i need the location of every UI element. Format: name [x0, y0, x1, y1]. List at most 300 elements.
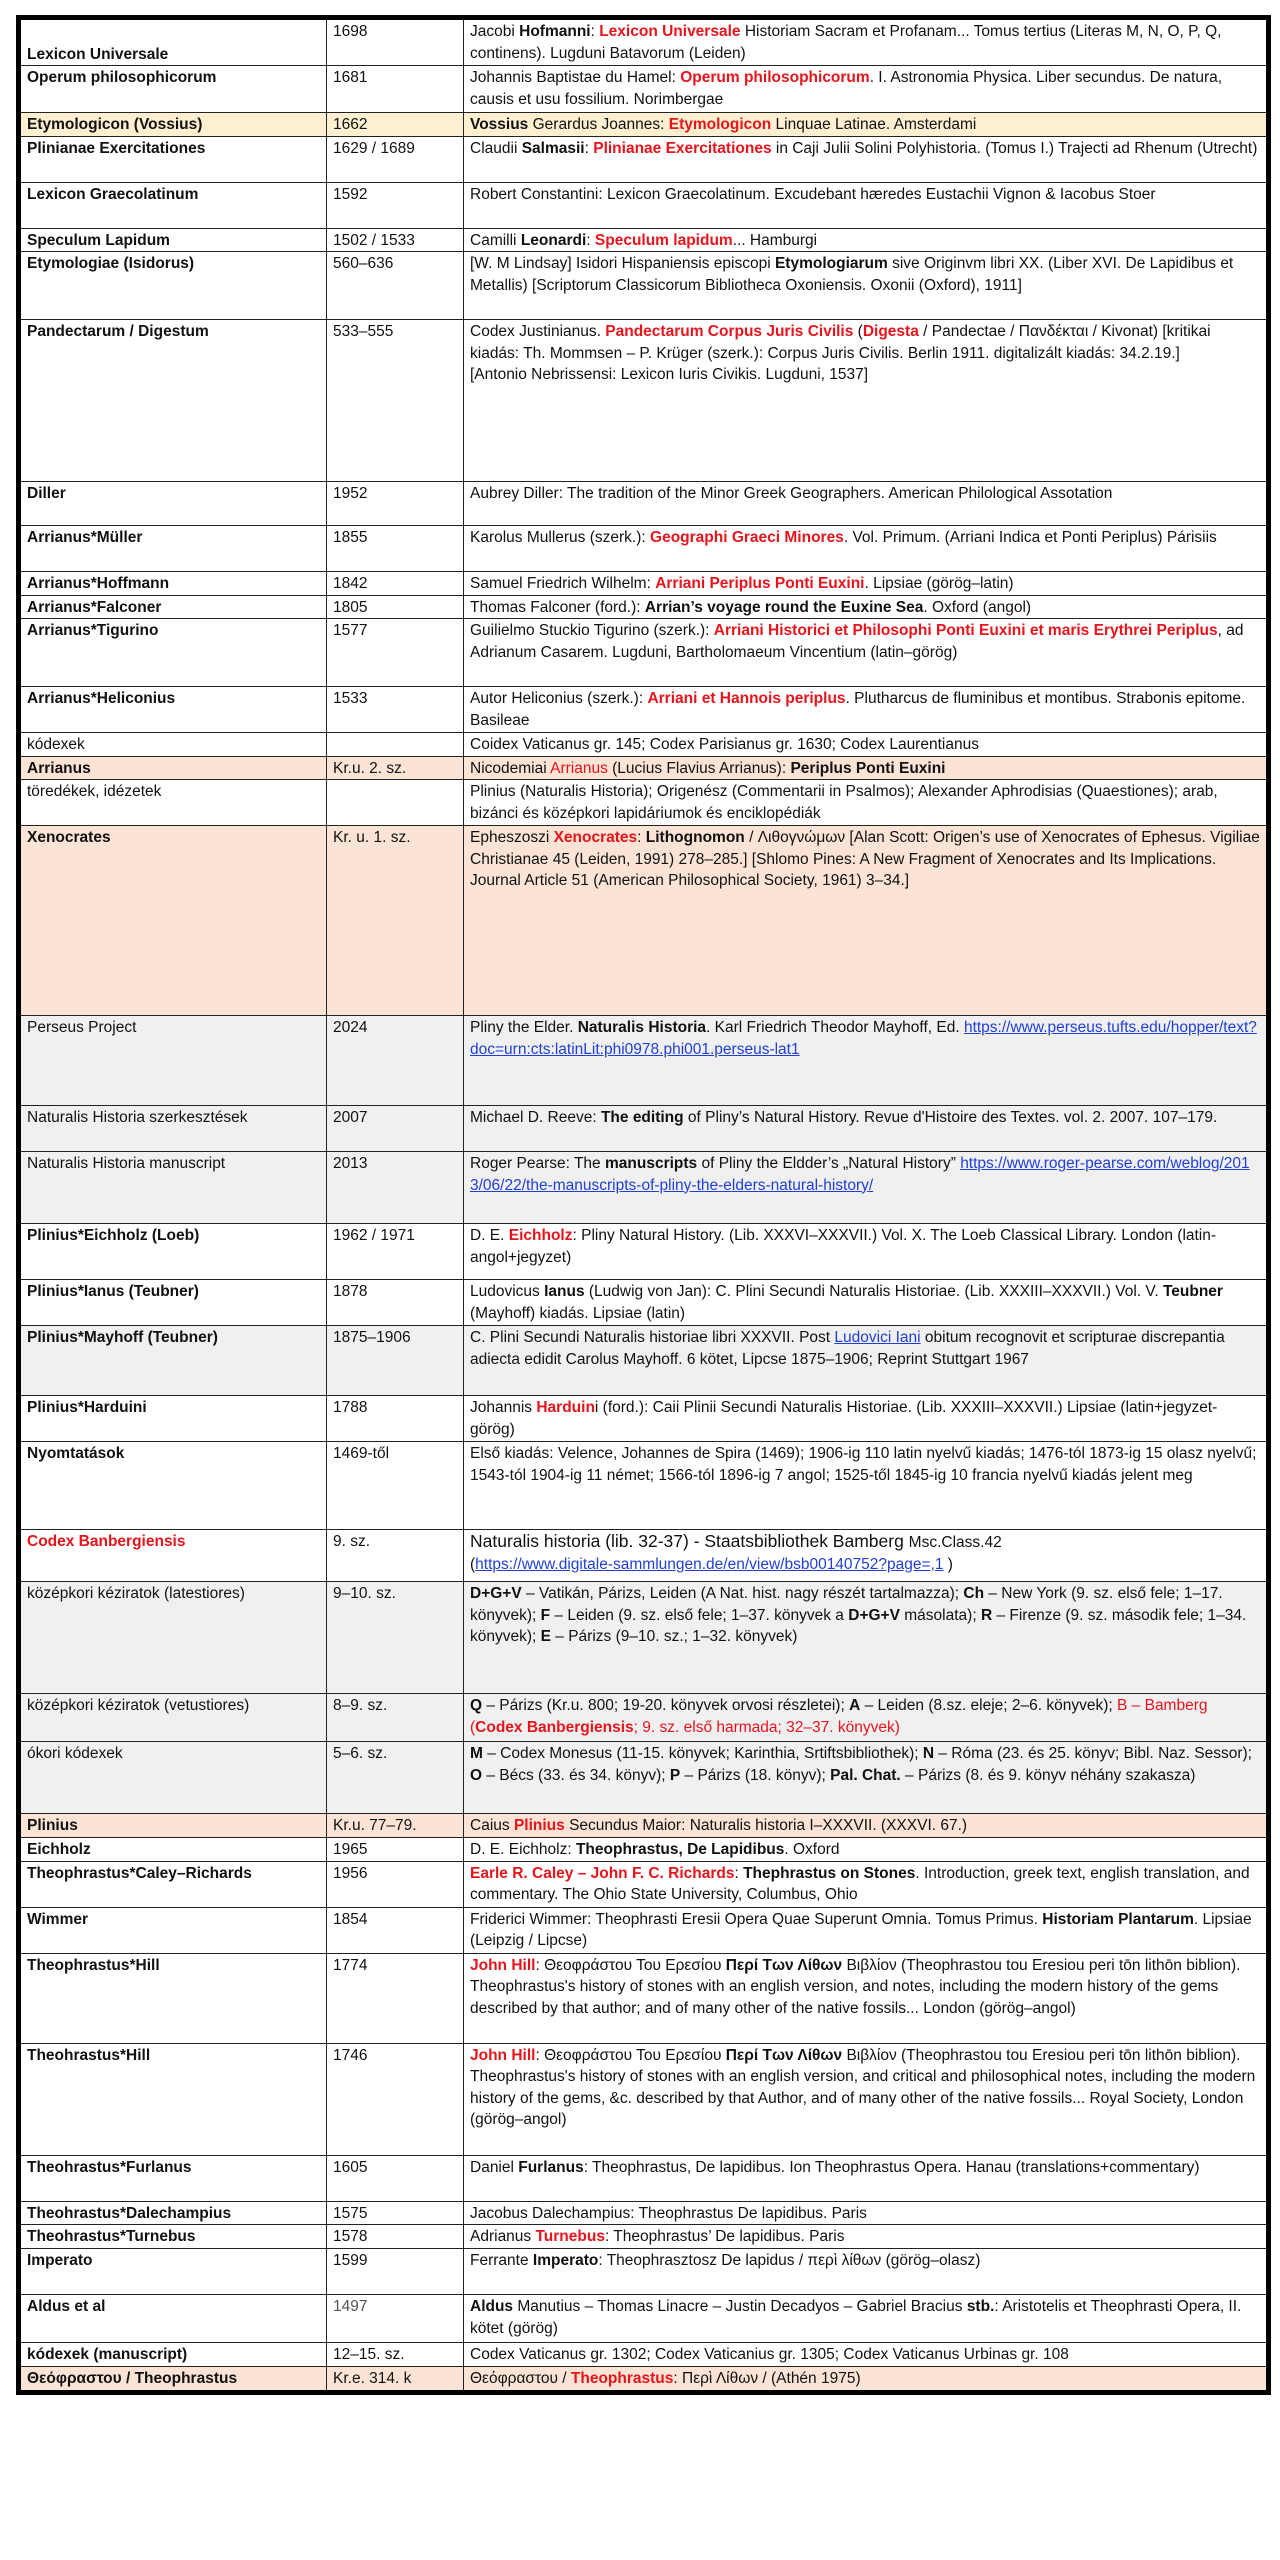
bold-text: Περί Των Λίθων — [725, 2046, 843, 2064]
bold-text: Periplus Ponti Euxini — [790, 759, 946, 777]
entry-title: ókori kódexek — [19, 1742, 327, 1814]
entry-date: Kr.e. 314. k — [327, 2367, 464, 2393]
text-segment: obitum recognovit et scripturae discrepantia adiecta edidit Carolus Mayhoff. 6 kötet, Lipcse 1875–1906; Reprint Stuttgart 1967 — [470, 1329, 1225, 1368]
highlighted-text: Pandectarum Corpus Juris Civilis — [605, 323, 854, 340]
reference-link[interactable]: https://www.perseus.tufts.edu/hopper/text?doc=urn:cts:latinLit:phi0978.phi001.perseus-lat1 — [470, 1019, 1257, 1058]
entry-title: Etymologiae (Isidorus) — [19, 252, 327, 320]
entry-date: 1875–1906 — [327, 1326, 464, 1396]
entry-date: 1502 / 1533 — [327, 228, 464, 252]
entry-date: 1497 — [327, 2295, 464, 2343]
bold-text: Naturalis Historia — [577, 1019, 707, 1036]
bold-text: N — [922, 1745, 935, 1762]
entry-title: Plinius — [19, 1814, 327, 1838]
bold-text: Aldus — [470, 2298, 514, 2315]
highlighted-text: B – Bamberg ( — [470, 1697, 1208, 1736]
table-row-kozepkori-keziratok-vetustiores — [19, 1694, 1269, 1742]
entry-description — [464, 2295, 1269, 2343]
entry-title: Plinius*Ianus (Teubner) — [19, 1280, 327, 1326]
highlighted-text: John Hill — [470, 1956, 536, 1974]
entry-description — [464, 2155, 1269, 2201]
highlighted-text: Arriani Periplus Ponti Euxini — [655, 575, 865, 592]
text-segment: . Introduction, greek text, english translation, and commentary. The Ohio State University, Columbus, Ohio — [470, 1864, 1250, 1903]
entry-title: Speculum Lapidum — [19, 228, 327, 252]
entry-date: 1842 — [327, 572, 464, 596]
highlighted-text: John Hill — [470, 2046, 536, 2064]
text-segment: – Vatikán, Párizs, Leiden (A Nat. hist. nagy részét tartalmazza); — [521, 1585, 964, 1602]
bold-text: Furlanus — [518, 2158, 584, 2176]
entry-date: 1878 — [327, 1280, 464, 1326]
text-segment: Aubrey Diller: The tradition of the Minor Greek Geographers. American Philological Assotation — [470, 485, 1113, 502]
entry-title: Arrianus — [19, 756, 327, 780]
entry-title: Theohrastus*Turnebus — [19, 2225, 327, 2249]
entry-date: 8–9. sz. — [327, 1694, 464, 1742]
entry-description — [464, 228, 1269, 252]
entry-title: Plinianae Exercitationes — [19, 136, 327, 182]
entry-date: 1854 — [327, 1907, 464, 1953]
text-segment: – Párizs (8. és 9. könyv néhány szakasza) — [900, 1766, 1196, 1784]
entry-title: Xenocrates — [19, 826, 327, 1016]
table-row-toredekek-idezetek — [19, 780, 1269, 826]
text-segment: Ferrante — [470, 2252, 533, 2269]
text-segment: Linquae Latinae. Amsterdami — [771, 116, 977, 133]
text-segment: – Bécs (33. és 34. könyv); — [482, 1766, 670, 1784]
entry-description — [464, 2367, 1269, 2393]
entry-title: Nyomtatások — [19, 1442, 327, 1530]
text-segment: . Oxford (angol) — [923, 598, 1032, 616]
bold-text: Lithognomon — [645, 829, 745, 846]
text-segment: Roger Pearse: The — [470, 1155, 605, 1172]
reference-link[interactable]: https://www.roger-pearse.com/weblog/2013/06/22/the-manuscripts-of-pliny-the-elders-natural-history/ — [470, 1155, 1250, 1194]
entry-date: 1578 — [327, 2225, 464, 2249]
text-segment: Adrianus — [470, 2228, 536, 2245]
entry-description — [464, 113, 1269, 137]
text-segment: Βιβλίον (Theophrastou tou Eresiou peri tōn lithōn biblion). Theophrastus's history of stones with an english version, and notes, including the modern history of the gems described by that author; and of many other of the native fossils... London (görög–angol) — [470, 1956, 1241, 2017]
text-segment: Michael D. Reeve: — [470, 1109, 601, 1126]
entry-date: 1629 / 1689 — [327, 136, 464, 182]
text-segment: : Θεοφράστου Του Ερεσίου — [535, 2046, 726, 2064]
entry-description — [464, 1838, 1269, 1862]
text-segment: . Vol. Primum. (Arriani Indica et Ponti Periplus) Párisiis — [843, 529, 1217, 546]
bold-text: Thephrastus on Stones — [743, 1864, 916, 1882]
table-row-kodexek-manuscript — [19, 2343, 1269, 2367]
entry-description — [464, 320, 1269, 482]
bold-text: manuscripts — [604, 1155, 698, 1172]
entry-date — [327, 733, 464, 757]
highlighted-text: Earle R. Caley – John F. C. Richards — [470, 1864, 735, 1882]
text-segment: Codex Justinianus. — [470, 323, 606, 340]
bold-text: Historiam Plantarum — [1042, 1910, 1194, 1928]
bibliography-table — [16, 15, 1271, 2395]
bold-text: M — [470, 1745, 483, 1762]
entry-title: Lexicon Universale — [19, 18, 327, 66]
bold-text: D+G+V — [470, 1585, 522, 1602]
bold-text: Etymologiarum — [774, 255, 888, 272]
text-segment: Gerardus Joannes: — [528, 116, 669, 133]
text-segment: Nicodemiai — [470, 759, 551, 777]
text-segment: . Oxford — [784, 1841, 840, 1858]
table-row-eichholz — [19, 1838, 1269, 1862]
entry-description — [464, 1280, 1269, 1326]
entry-date: 533–555 — [327, 320, 464, 482]
text-segment: Első kiadás: Velence, Johannes de Spira (1469); 1906-ig 110 latin nyelvű kiadás; 1476-tól 1873-ig 15 olasz nyelvű; 1543-tól 1904-ig 11 német; 1566-tól 1896-ig 7 angol; 1525-től 1845-ig 10 francia nyelvű kiadás jelent meg — [470, 1445, 1257, 1484]
entry-description — [464, 687, 1269, 733]
table-row-naturalis-historia-szerkesztesek — [19, 1106, 1269, 1152]
text-segment: ( — [470, 1555, 476, 1573]
reference-link[interactable]: https://www.digitale-sammlungen.de/en/view/bsb00140752?page=,1 — [475, 1555, 944, 1573]
table-row-okori-kodexek — [19, 1742, 1269, 1814]
entry-title: Naturalis Historia manuscript — [19, 1152, 327, 1224]
highlighted-text: Plinius — [513, 1817, 565, 1834]
text-segment: D. E. — [470, 1227, 509, 1244]
bold-text: A — [849, 1697, 861, 1714]
table-row-theophrastus — [19, 2367, 1269, 2393]
text-segment: Caius — [470, 1817, 514, 1834]
table-row-theohrastus-furlanus — [19, 2155, 1269, 2201]
table-row-diller — [19, 482, 1269, 526]
bold-text: Teubner — [1162, 1283, 1223, 1300]
text-segment: : Aristotelis et Theophrasti Opera, II. kötet (görög) — [470, 2298, 1242, 2337]
text-segment: Autor Heliconius (szerk.): — [470, 690, 648, 707]
entry-date: 1469-től — [327, 1442, 464, 1530]
entry-description — [464, 1907, 1269, 1953]
text-segment: of Pliny the Eldder’s „Natural History” — [697, 1155, 961, 1172]
entry-title: Arrianus*Hoffmann — [19, 572, 327, 596]
text-segment: – Párizs (9–10. sz.; 1–32. könyvek) — [550, 1628, 798, 1645]
entry-date: 1956 — [327, 1861, 464, 1907]
entry-title: Arrianus*Heliconius — [19, 687, 327, 733]
table-row-arrianus-heliconius — [19, 687, 1269, 733]
entry-title: középkori kéziratok (latestiores) — [19, 1582, 327, 1694]
entry-description — [464, 1224, 1269, 1280]
text-segment: : Theophrastus’ De lapidibus. Paris — [604, 2228, 845, 2245]
table-row-lexicon-universale — [19, 18, 1269, 66]
bold-text: stb. — [966, 2298, 995, 2315]
entry-title: Theohrastus*Dalechampius — [19, 2201, 327, 2225]
table-row-arrianus — [19, 756, 1269, 780]
highlighted-text: Harduin — [536, 1399, 595, 1416]
text-segment: Coidex Vaticanus gr. 145; Codex Parisianus gr. 1630; Codex Laurentianus — [470, 736, 979, 753]
entry-date: 12–15. sz. — [327, 2343, 464, 2367]
table-row-aldus-et-al — [19, 2295, 1269, 2343]
text-segment: Msc.Class.42 — [908, 1534, 1002, 1551]
text-segment: Thomas Falconer (ford.): — [470, 598, 645, 616]
table-row-theohrastus-hill — [19, 2043, 1269, 2155]
entry-date: 9. sz. — [327, 1530, 464, 1582]
text-segment: C. Plini Secundi Naturalis historiae libri XXXVII. Post — [470, 1329, 835, 1346]
entry-description — [464, 619, 1269, 687]
entry-description — [464, 1742, 1269, 1814]
text-segment: – Leiden (8.sz. eleje; 2–6. könyvek); — [860, 1697, 1118, 1714]
entry-description — [464, 2249, 1269, 2295]
entry-date: 1592 — [327, 182, 464, 228]
text-segment: Codex Vaticanus gr. 1302; Codex Vaticanius gr. 1305; Codex Vaticanus Urbinas gr. 108 — [470, 2346, 1069, 2363]
bold-text: Theophrastus, De Lapidibus — [575, 1841, 785, 1858]
table-row-theophrastus-hill — [19, 1953, 1269, 2043]
text-segment: Naturalis historia (lib. 32-37) - Staatsbibliothek Bamberg — [470, 1531, 909, 1551]
entry-description — [464, 1814, 1269, 1838]
text-segment: – Párizs (18. könyv); — [680, 1766, 831, 1784]
entry-description — [464, 1694, 1269, 1742]
bold-text: Ianus — [544, 1283, 585, 1300]
bold-text: Vossius — [470, 116, 529, 133]
text-segment: másolata); — [899, 1606, 981, 1624]
table-row-pandectarum-digestum — [19, 320, 1269, 482]
text-segment: / Λιθογνώμων [Alan Scott: Origen’s use of Xenocrates of Ephesus. Vigiliae Christianae 45 (Leiden, 1991) 278–285.] [Shlomo Pines: A New Fragment of Xenocrates and Its Implications. Journal Article 51 (American Philosophical Society, 1961) 3–34.] — [470, 829, 1260, 889]
entry-description — [464, 136, 1269, 182]
bold-text: Hofmanni — [519, 23, 591, 40]
text-segment: : Pliny Natural History. (Lib. XXXVI–XXXVII.) Vol. X. The Loeb Classical Library. London (latin-angol+jegyzet) — [470, 1227, 1217, 1266]
entry-date: 1575 — [327, 2201, 464, 2225]
text-segment: sive Originvm libri XX. (Liber XVI. De Lapidibus et Metallis) [Scriptorum Classicorum Bibliotheca Oxoniensis. Oxonii (Oxford), 1911] — [470, 255, 1234, 294]
text-segment: D. E. Eichholz: — [470, 1841, 576, 1858]
text-segment: / Pandectae / Πανδέκται / Kivonat) [kritikai kiadás: Th. Mommsen – P. Krüger (szerk.): Corpus Juris Civilis. Berlin 1911. digitalizált kiadás: 34.2.19.] — [470, 323, 1211, 362]
text-segment: – Firenze (9. sz. második fele; 1–34. könyvek); — [470, 1606, 1247, 1645]
entry-date: 560–636 — [327, 252, 464, 320]
entry-description — [464, 2225, 1269, 2249]
highlighted-text: Xenocrates — [553, 829, 638, 846]
table-row-plinius-mayhoff-teubner — [19, 1326, 1269, 1396]
table-row-plinianae-exercitationes — [19, 136, 1269, 182]
table-row-plinius-ianus-teubner — [19, 1280, 1269, 1326]
entry-title: Eichholz — [19, 1838, 327, 1862]
entry-date: 1698 — [327, 18, 464, 66]
table-row-imperato — [19, 2249, 1269, 2295]
entry-date: 1774 — [327, 1953, 464, 2043]
bold-text: Q — [470, 1697, 483, 1714]
entry-description — [464, 733, 1269, 757]
text-segment: : — [586, 231, 595, 249]
table-row-naturalis-historia-manuscript — [19, 1152, 1269, 1224]
bold-text: D+G+V — [848, 1606, 900, 1624]
bold-text: Leonardi — [520, 231, 587, 249]
entry-title: kódexek (manuscript) — [19, 2343, 327, 2367]
entry-description — [464, 1396, 1269, 1442]
text-segment: Johannis Baptistae du Hamel: — [470, 69, 681, 86]
entry-date: 2024 — [327, 1016, 464, 1106]
entry-date: Kr. u. 1. sz. — [327, 826, 464, 1016]
text-segment: : Θεοφράστου Του Ερεσίου — [535, 1956, 726, 1974]
highlighted-text: Digesta — [862, 323, 919, 340]
table-row-kozepkori-keziratok-latestiores — [19, 1582, 1269, 1694]
text-segment: . Lipsiae (Leipzig / Lipcse) — [470, 1910, 1252, 1949]
entry-title: Theohrastus*Furlanus — [19, 2155, 327, 2201]
highlighted-text: Plinianae Exercitationes — [593, 139, 772, 157]
table-row-arrianus-muller — [19, 526, 1269, 572]
entry-description — [464, 1016, 1269, 1106]
text-segment: – Codex Monesus (11-15. könyvek; Karinthia, Srtiftsbibliothek); — [482, 1745, 923, 1762]
entry-date: 9–10. sz. — [327, 1582, 464, 1694]
entry-title: Theohrastus*Hill — [19, 2043, 327, 2155]
text-segment: i (ford.): Caii Plinii Secundi Naturalis Historiae. (Lib. XXXIII–XXXVII.) Lipsiae (latin+jegyzet-görög) — [470, 1399, 1218, 1438]
text-segment: Jacobus Dalechampius: Theophrastus De lapidibus. Paris — [470, 2204, 867, 2222]
entry-date: 1952 — [327, 482, 464, 526]
entry-title: Plinius*Mayhoff (Teubner) — [19, 1326, 327, 1396]
entry-title: Naturalis Historia szerkesztések — [19, 1106, 327, 1152]
table-row-arrianus-falconer — [19, 595, 1269, 619]
entry-title: Aldus et al — [19, 2295, 327, 2343]
highlighted-text: Geographi Graeci Minores — [650, 529, 844, 546]
text-segment: : Περὶ Λίθων / (Athén 1975) — [673, 2370, 861, 2387]
entry-title: töredékek, idézetek — [19, 780, 327, 826]
entry-date: 1599 — [327, 2249, 464, 2295]
highlighted-text: ; 9. sz. első harmada; 32–37. könyvek) — [633, 1718, 900, 1736]
text-segment: Historiam Sacram et Profanam... Tomus tertius (Literas M, N, O, P, Q, continens). Lugduni Batavorum (Leiden) — [470, 23, 1222, 62]
entry-date: 1746 — [327, 2043, 464, 2155]
entry-description — [464, 526, 1269, 572]
table-row-theohrastus-turnebus — [19, 2225, 1269, 2249]
text-segment: – Róma (23. és 25. könyv; Bibl. Naz. Sessor); — [934, 1745, 1252, 1762]
entry-description — [464, 1442, 1269, 1530]
entry-description — [464, 1861, 1269, 1907]
text-segment: : Theophrastus, De lapidibus. Ion Theophrastus Opera. Hanau (translations+commentary) — [583, 2158, 1200, 2176]
entry-description — [464, 1953, 1269, 2043]
text-segment: Pliny the Elder. — [470, 1019, 578, 1036]
entry-date: Kr.u. 77–79. — [327, 1814, 464, 1838]
entry-title: Arrianus*Falconer — [19, 595, 327, 619]
text-segment: : — [584, 139, 594, 157]
table-row-plinius-harduini — [19, 1396, 1269, 1442]
entry-description — [464, 1152, 1269, 1224]
table-row-plinius-eichholz-loeb — [19, 1224, 1269, 1280]
entry-title: Theophrastus*Hill — [19, 1953, 327, 2043]
text-segment: Epheszoszi — [470, 829, 554, 846]
table-row-nyomtatasok — [19, 1442, 1269, 1530]
table-row-lexicon-graecolatinum — [19, 182, 1269, 228]
highlighted-text: Theophrastus — [570, 2370, 674, 2387]
entry-date: 1533 — [327, 687, 464, 733]
bold-text: O — [470, 1766, 483, 1784]
entry-description — [464, 66, 1269, 113]
text-segment: Johannis — [470, 1399, 537, 1416]
entry-description — [464, 595, 1269, 619]
text-segment: (Lucius Flavius Arrianus): — [607, 759, 791, 777]
entry-date: 5–6. sz. — [327, 1742, 464, 1814]
text-segment: : — [637, 829, 646, 846]
text-segment: Guilielmo Stuckio Tigurino (szerk.): — [470, 622, 714, 639]
entry-title: kódexek — [19, 733, 327, 757]
text-segment: Daniel — [470, 2158, 519, 2176]
text-segment: Friderici Wimmer: Theophrasti Eresii Opera Quae Superunt Omnia. Tomus Primus. — [470, 1910, 1043, 1928]
bold-text: The editing — [600, 1109, 684, 1126]
highlighted-text: Arriani Historici et Philosophi Ponti Euxini et maris Erythrei Periplus — [713, 622, 1218, 639]
bold-text: E — [540, 1628, 551, 1645]
bold-text: Arrian’s voyage round the Euxine Sea — [644, 598, 924, 616]
bold-text: Salmasii — [521, 139, 585, 157]
highlighted-text: Arriani et Hannois periplus — [647, 690, 846, 707]
highlighted-text: Lexicon Universale — [599, 23, 741, 40]
table-row-etymologicon-vossius — [19, 113, 1269, 137]
text-segment: – New York (9. sz. első fele; 1–17. könyvek); — [470, 1585, 1223, 1624]
entry-date: 1577 — [327, 619, 464, 687]
bold-text: Περί Των Λίθων — [725, 1956, 843, 1974]
text-segment: of Pliny’s Natural History. Revue d'Histoire des Textes. vol. 2. 2007. 107–179. — [683, 1109, 1218, 1126]
highlighted-text: Turnebus — [535, 2228, 605, 2245]
entry-title: Diller — [19, 482, 327, 526]
bold-text: Pal. Chat. — [830, 1766, 901, 1784]
entry-title: Etymologicon (Vossius) — [19, 113, 327, 137]
highlighted-text: Etymologicon — [668, 116, 772, 133]
text-segment: Secundus Maior: Naturalis historia I–XXXVII. (XXXVI. 67.) — [564, 1817, 968, 1834]
entry-description — [464, 780, 1269, 826]
text-segment: Βιβλίον (Theophrastou tou Eresiou peri tōn lithōn biblion). Theophrastus's history of stones with an english version, and critical and philosophical notes, including the modern history of the gems, &c. described by that Author, and of many other of the native fossils... Royal Society, London (görög–angol) — [470, 2046, 1256, 2128]
highlighted-text: Arrianus — [550, 759, 608, 777]
text-segment: Plinius (Naturalis Historia); Origenész (Commentarii in Psalmos); Alexander Aphrodisias (Quaestiones); arab, bizánci és középkori lapidáriumok és enciklopédiák — [470, 783, 1218, 822]
entry-description — [464, 2043, 1269, 2155]
text-segment: (Ludwig von Jan): C. Plini Secundi Naturalis Historiae. (Lib. XXXIII–XXXVII.) Vol. V. — [584, 1283, 1163, 1300]
text-segment: Claudii — [470, 139, 522, 157]
entry-title: Codex Banbergiensis — [19, 1530, 327, 1582]
text-segment: [W. M Lindsay] Isidori Hispaniensis episcopi — [470, 255, 775, 272]
text-segment: ... Hamburgi — [732, 231, 818, 249]
text-segment: Karolus Mullerus (szerk.): — [470, 529, 651, 546]
entry-date: 1962 / 1971 — [327, 1224, 464, 1280]
entry-title: Lexicon Graecolatinum — [19, 182, 327, 228]
entry-date: 1965 — [327, 1838, 464, 1862]
entry-description — [464, 1530, 1269, 1582]
bold-text: Imperato — [532, 2252, 599, 2269]
bold-text: P — [669, 1766, 681, 1784]
text-segment: Jacobi — [470, 23, 520, 40]
table-row-plinius — [19, 1814, 1269, 1838]
table-row-perseus-project — [19, 1016, 1269, 1106]
table-row-theohrastus-dalechampius — [19, 2201, 1269, 2225]
text-segment: : — [734, 1864, 744, 1882]
entry-date: 2013 — [327, 1152, 464, 1224]
highlighted-text: Codex Banbergiensis — [475, 1718, 634, 1736]
text-segment: : Theophrasztosz De lapidus / περὶ λίθων (görög–olasz) — [598, 2252, 981, 2269]
entry-title: Imperato — [19, 2249, 327, 2295]
table-row-arrianus-tigurino — [19, 619, 1269, 687]
entry-date: 1788 — [327, 1396, 464, 1442]
entry-description — [464, 1582, 1269, 1694]
highlighted-text: Eichholz — [508, 1227, 573, 1244]
entry-title: Arrianus*Müller — [19, 526, 327, 572]
entry-date: 2007 — [327, 1106, 464, 1152]
entry-title: Arrianus*Tigurino — [19, 619, 327, 687]
table-row-etymologiae-isidorus — [19, 252, 1269, 320]
table-row-speculum-lapidum — [19, 228, 1269, 252]
entry-title: Wimmer — [19, 1907, 327, 1953]
entry-title: Plinius*Harduini — [19, 1396, 327, 1442]
text-segment: Manutius – Thomas Linacre – Justin Decadyos – Gabriel Bracius — [513, 2298, 967, 2315]
table-row-theophrastus-caley-richards — [19, 1861, 1269, 1907]
text-segment: . I. Astronomia Physica. Liber secundus. De natura, causis et usu fossilium. Norimbergae — [470, 69, 1223, 108]
entry-description — [464, 2201, 1269, 2225]
entry-title: Theophrastus*Caley–Richards — [19, 1861, 327, 1907]
text-segment: [Antonio Nebrissensi: Lexicon Iuris Civikis. Lugduni, 1537] — [470, 366, 869, 383]
entry-title: középkori kéziratok (vetustiores) — [19, 1694, 327, 1742]
text-segment: in Caji Julii Solini Polyhistoria. (Tomus I.) Trajecti ad Rhenum (Utrecht) — [771, 139, 1258, 157]
text-segment: : — [590, 23, 600, 40]
text-segment: . Karl Friedrich Theodor Mayhoff, Ed. — [706, 1019, 964, 1036]
reference-link[interactable]: Ludovici Iani — [834, 1329, 921, 1346]
entry-date: Kr.u. 2. sz. — [327, 756, 464, 780]
text-segment: ) — [943, 1555, 953, 1573]
text-segment: Ludovicus — [470, 1283, 545, 1300]
entry-date: 1855 — [327, 526, 464, 572]
entry-description — [464, 756, 1269, 780]
entry-description — [464, 182, 1269, 228]
text-segment: (Mayhoff) kiadás. Lipsiae (latin) — [470, 1304, 686, 1322]
entry-description — [464, 2343, 1269, 2367]
entry-title: Pandectarum / Digestum — [19, 320, 327, 482]
entry-date: 1605 — [327, 2155, 464, 2201]
table-row-wimmer — [19, 1907, 1269, 1953]
entry-date: 1662 — [327, 113, 464, 137]
highlighted-text: Operum philosophicorum — [680, 69, 870, 86]
bold-text: R — [980, 1606, 993, 1624]
table-row-xenocrates — [19, 826, 1269, 1016]
